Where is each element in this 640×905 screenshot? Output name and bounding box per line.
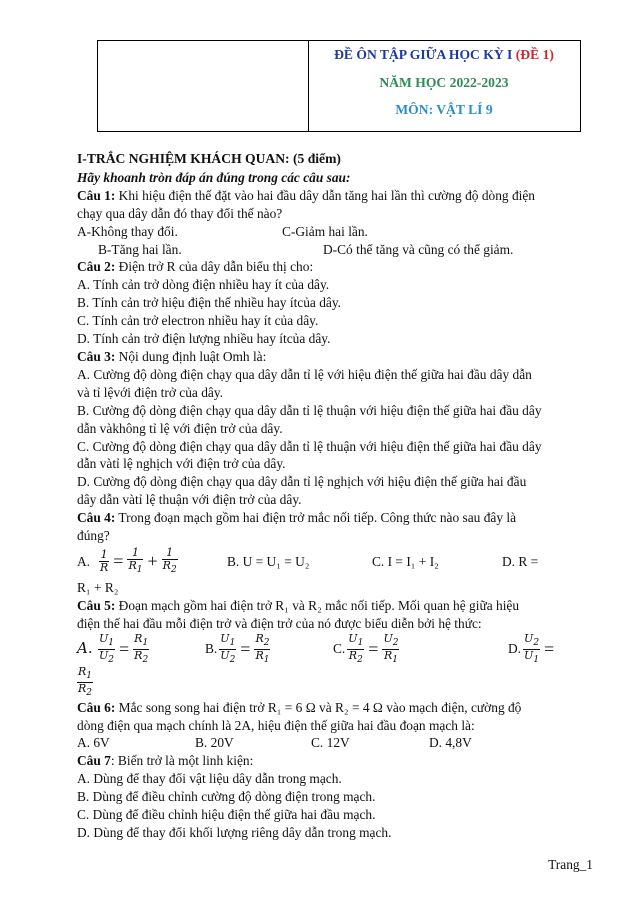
question-3: Câu 3: Nội dung định luật Omh là:	[77, 348, 267, 364]
q4-option-c: C. I = I₁ + I₂	[372, 553, 439, 569]
q4-option-a-label: A.	[77, 553, 91, 569]
subject-title: MÔN: VẬT LÍ 9	[395, 102, 493, 117]
q6-options	[77, 734, 577, 752]
section-instruction: Hãy khoanh tròn đáp án đúng trong các câu sau:	[77, 169, 351, 185]
school-year: NĂM HỌC 2022-2023	[379, 75, 509, 90]
header-left-cell	[98, 41, 309, 131]
exam-content	[77, 150, 577, 842]
q4-option-a-formula: $\frac{1}{R}$ = $\frac{1}{R_1}$ + $\frac{1}{R_2}$	[100, 546, 177, 576]
q6-option-a: A. 6V	[77, 735, 110, 751]
q4-option-d-cont: R₁ + R₂	[77, 579, 119, 595]
q3-option-b: B. Cường độ dòng điện chạy qua dây dẫn tỉ lệ thuận với hiệu điện thế giữa hai đầu dây	[77, 402, 542, 418]
q7-option-a: A. Dùng để thay đổi vật liệu dây dẫn trong mạch.	[77, 771, 342, 787]
q2-option-b: B. Tính cản trở hiệu điện thế nhiều hay ítcủa dây.	[77, 295, 342, 311]
q2-option-c: C. Tính cản trở electron nhiều hay ít của dây.	[77, 313, 319, 329]
q3-option-d: D. Cường độ dòng điện chạy qua dây dẫn tỉ lệ nghịch với hiệu điện thế giữa hai đầu	[77, 474, 527, 490]
q5-option-a: A. $\frac{U_1}{U_2}$ = $\frac{R_1}{R_2}$	[77, 631, 149, 666]
q1-option-c: C-Giảm hai lần.	[282, 223, 368, 239]
header-right-cell	[309, 41, 580, 131]
q2-option-d: D. Tính cản trở điện lượng nhiều hay ítcủa dây.	[77, 331, 331, 347]
q6-option-d: D. 4,8V	[429, 735, 472, 751]
question-4: Câu 4: Trong đoạn mạch gồm hai điện trở mắc nối tiếp. Công thức nào sau đây là	[77, 510, 517, 526]
q3-option-c: C. Cường độ dòng điện chạy qua dây dẫn tỉ lệ thuận với hiệu điện thế giữa hai đầu dây	[77, 438, 542, 454]
q3-option-c-cont: dẫn vàtỉ lệ nghịch với điện trở của dây.	[77, 456, 286, 472]
q7-option-d: D. Dùng để thay đổi khối lượng riêng dây dẫn trong mạch.	[77, 825, 392, 840]
q1-option-a: A-Không thay đổi.	[77, 223, 178, 239]
q3-option-a-cont: và tỉ lệvới điện trở của dây.	[77, 384, 224, 400]
exam-title: ĐỀ ÔN TẬP GIỮA HỌC KỲ I (ĐỀ 1)	[334, 47, 554, 62]
q1-options-row1	[77, 223, 577, 241]
q2-option-a: A. Tính cản trở dòng điện nhiều hay ít của dây.	[77, 277, 330, 293]
question-5-cont: điện thế hai đầu mỗi điện trở và điện trở của nó được biểu diễn bởi hệ thức:	[77, 615, 482, 631]
q1-option-b: B-Tăng hai lần.	[98, 241, 182, 257]
q4-options	[77, 545, 577, 579]
q6-option-c: C. 12V	[311, 735, 350, 751]
q5-option-b: B. $\frac{U_1}{U_2}$ = $\frac{R_2}{R_1}$	[205, 631, 270, 666]
q4-option-d: D. R =	[502, 553, 539, 569]
q5-options	[77, 633, 577, 667]
section-title: I-TRẮC NGHIỆM KHÁCH QUAN: (5 điểm)	[77, 151, 341, 166]
q4-option-b: B. U = U₁ = U₂	[227, 553, 310, 569]
q1-options-row2	[77, 241, 577, 259]
q5-option-d-cont: $\frac{R_1}{R_2}$	[78, 664, 93, 699]
question-7: Câu 7: Biến trở là một linh kiện:	[77, 753, 254, 769]
exam-tag: (ĐỀ 1)	[515, 47, 554, 62]
q7-option-b: B. Dùng để điều chỉnh cường độ dòng điện trong mạch.	[77, 789, 376, 805]
question-1-cont: chạy qua dây dẫn đó thay đổi thế nào?	[77, 205, 283, 221]
question-4-cont: đúng?	[77, 528, 110, 544]
q1-option-d: D-Có thể tăng và cũng có thể giảm.	[323, 241, 514, 257]
question-2: Câu 2: Điện trở R của dây dẫn biểu thị cho:	[77, 259, 314, 275]
q5-option-c: C. $\frac{U_1}{R_2}$ = $\frac{U_2}{R_1}$	[333, 631, 399, 666]
question-6-cont: dòng điện qua mạch chính là 2A, hiệu điện thế giữa hai đầu đoạn mạch là:	[77, 717, 475, 733]
q7-option-c: C. Dùng để điều chỉnh hiệu điện thế giữa hai đầu mạch.	[77, 807, 376, 823]
header-table	[97, 40, 581, 132]
q3-option-d-cont: dây dẫn vàtỉ lệ thuận với điện trở của dây.	[77, 492, 302, 508]
q3-option-b-cont: dẫn vàkhông tỉ lệ với điện trở của dây.	[77, 420, 283, 436]
question-1: Câu 1: Khi hiệu điện thế đặt vào hai đầu dây dẫn tăng hai lần thì cường độ dòng điện	[77, 187, 536, 203]
q6-option-b: B. 20V	[195, 735, 234, 751]
page-number: Trang_1	[548, 857, 593, 872]
q5-option-d: D. $\frac{U_2}{U_1}$ =	[508, 631, 555, 666]
question-6: Câu 6: Mắc song song hai điện trở R₁ = 6 Ω và R₂ = 4 Ω vào mạch điện, cường độ	[77, 699, 522, 715]
q3-option-a: A. Cường độ dòng điện chạy qua dây dẫn tỉ lệ với hiệu điện thế giữa hai đầu dây dẫn	[77, 366, 532, 382]
question-5: Câu 5: Đoạn mạch gồm hai điện trở R₁ và R₂ mắc nối tiếp. Mối quan hệ giữa hiệu	[77, 597, 520, 613]
